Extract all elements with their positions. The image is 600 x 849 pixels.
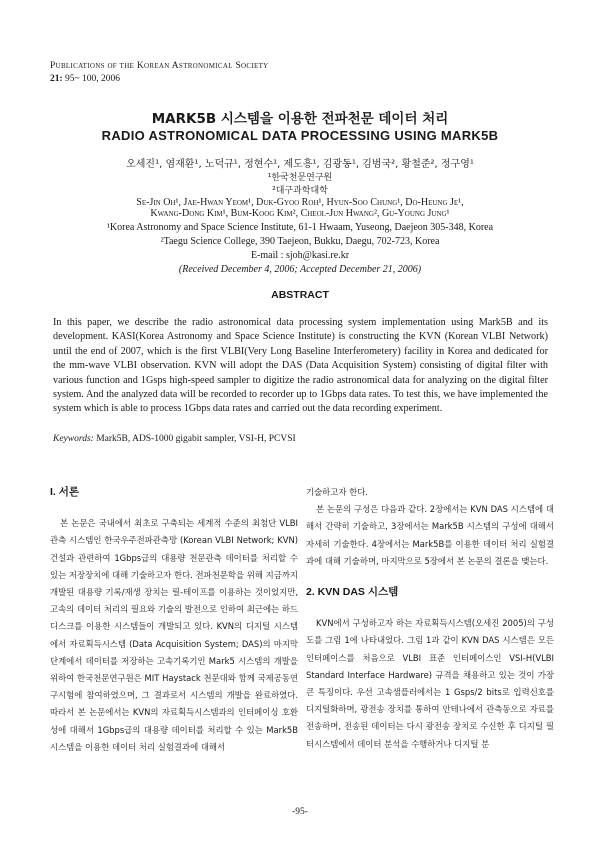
abstract-heading: ABSTRACT [271,289,329,301]
contact-email: E-mail : sjoh@kasi.re.kr [250,250,350,261]
english-affiliation-2: ²Taegu Science College, 390 Taejeon, Bukku, Daegu, 702-723, Korea [160,236,440,247]
section-1-title: I. 서론 [50,486,80,498]
korean-authors: 오세진¹, 염재환¹, 노덕규¹, 정현수¹, 제도흥¹, 김광동¹, 김범국², 황철준², 정구영¹ [126,159,474,170]
section-2-paragraph: KVN에서 구성하고자 하는 자료획득시스템(오세진 2005)의 구성도를 그림 1에 나타내었다. 그림 1과 같이 KVN DAS 시스템은 모든 인터페이스를 처음으로 VLBI 표준 인터페이스인 VSI-H(VLBI Standard Interface Hardware) 규격을 채용하고 있는 것이 가장 큰 특징이다. 우선 고속샘플러에서는 1 Gsps/2 bits로 입력신호를 디지털화하며, 광전송 장치를 통하여 안테나에서 관측동으로 자료를 전송하며, 전송된 데이터는 다시 광전송 장치로 수신한 후 디지털 필터시스템에서 데이터 분석을 수행하거나 디지털 분 [306,618,554,749]
keywords [53,434,296,444]
volume-pages [50,73,269,86]
section-1-continuation: 기술하고자 한다. [306,487,368,497]
journal-header [50,60,269,86]
received-dates: (Received December 4, 2006; Accepted December 21, 2006) [178,264,422,275]
left-column [50,484,298,756]
keywords-label: Keywords: [53,434,94,444]
english-title: RADIO ASTRONOMICAL DATA PROCESSING USING MARK5B [101,128,499,143]
korean-title: MARK5B 시스템을 이용한 전파천문 데이터 처리 [151,111,449,127]
english-authors-line-2: Kwang-Dong Kim¹, Bum-Koog Kim², Cheol-Jun Hwang², Gu-Young Jung¹ [150,208,450,219]
korean-affiliation-1: ¹한국천문연구원 [267,173,333,183]
english-authors [40,197,560,219]
section-1-outline-paragraph: 본 논문의 구성은 다음과 같다. 2장에서는 KVN DAS 시스템에 대해서 간략히 기술하고, 3장에서는 Mark5B 시스템의 구성에 대해서 자세히 기술한다. 4장에서는 Mark5B를 이용한 데이터 처리 실험결과에 대해 기술하며, 마지막으로 5장에서 본 논문의 결론을 맺는다. [306,504,554,566]
page-range: 95~ 100, 2006 [65,74,121,84]
section-2-title: 2. KVN DAS 시스템 [306,586,399,599]
english-affiliation-1: ¹Korea Astronomy and Space Science Institute, 61-1 Hwaam, Yuseong, Daejeon 305-348, Korea [106,222,494,233]
english-authors-line-1: Se-Jin Oh¹, Jae-Hwan Yeom¹, Duk-Gyoo Roh¹, Hyun-Soo Chung¹, Do-Heung Je¹, [136,197,464,208]
abstract-body: In this paper, we describe the radio astronomical data processing system implementation using Mark5B and its development. KASI(Korea Astronomy and Space Science Institute) is constructing the KVN (Korean VLBI Network) until the end of 2007, which is the first VLBI(Very Long Baseline Interferometery) facility in Korea and dedicated for the mm-wave VLBI observation. KVN will adopt the DAS (Data Acquisition System) consisting of digital filter with various function and 1Gsps high-speed sampler to digitize the radio astronomical data for analyzing on the digital filter system. And the analyzed data will be recorded to recorder up to 1Gbps data rates. To test this, we have implemented the system which is able to process 1Gbps data rates and carried out the data recording experiment. [53,317,548,415]
page-number: -95- [292,807,308,817]
keywords-list: Mark5B, ADS-1000 gigabit sampler, VSI-H, PCVSI [96,434,296,444]
volume-number: 21: [50,74,63,84]
korean-affiliation-2: ²대구과학대학 [272,186,328,196]
right-column [306,484,554,753]
section-1-paragraph: 본 논문은 국내에서 최초로 구축되는 세계적 수준의 최첨단 VLBI 관측 시스템인 한국우주전파관측망 (Korean VLBI Network; KVN) 건설과 관련하여 1Gbps급의 대용량 천문관측 데이터를 처리할 수 있는 저장장치에 대해 기술하고자 한다. 전파천문학을 위해 지금까지 개발된 대용량 기록/재생 장치는 릴-테이프를 이용하는 것이었지만, 고속의 데이터 처리의 필요와 기술의 발전으로 인하여 최근에는 하드디스크를 이용한 시스템들이 개발되고 있다. KVN의 디지털 시스템에서 자료획득시스템 (Data Acquisition System; DAS)의 마지막 단계에서 데이터를 저장하는 고속기록기인 Mark5 시스템의 개발을 위하여 한국천문연구원은 MIT Haystack 천문대와 함께 국제공동연구시험에 참여하였으며, 그 결과로서 시스템의 개발을 완료하였다. 따라서 본 논문에서는 KVN의 자료획득시스템과의 인터페이싱 호환성에 대해서 1Gbps급의 대용량 데이터를 처리할 수 있는 Mark5B 시스템을 이용한 데이터 처리 실험결과에 대해서 [50,518,298,752]
publication-name: Publications of the Korean Astronomical Society [50,61,269,71]
